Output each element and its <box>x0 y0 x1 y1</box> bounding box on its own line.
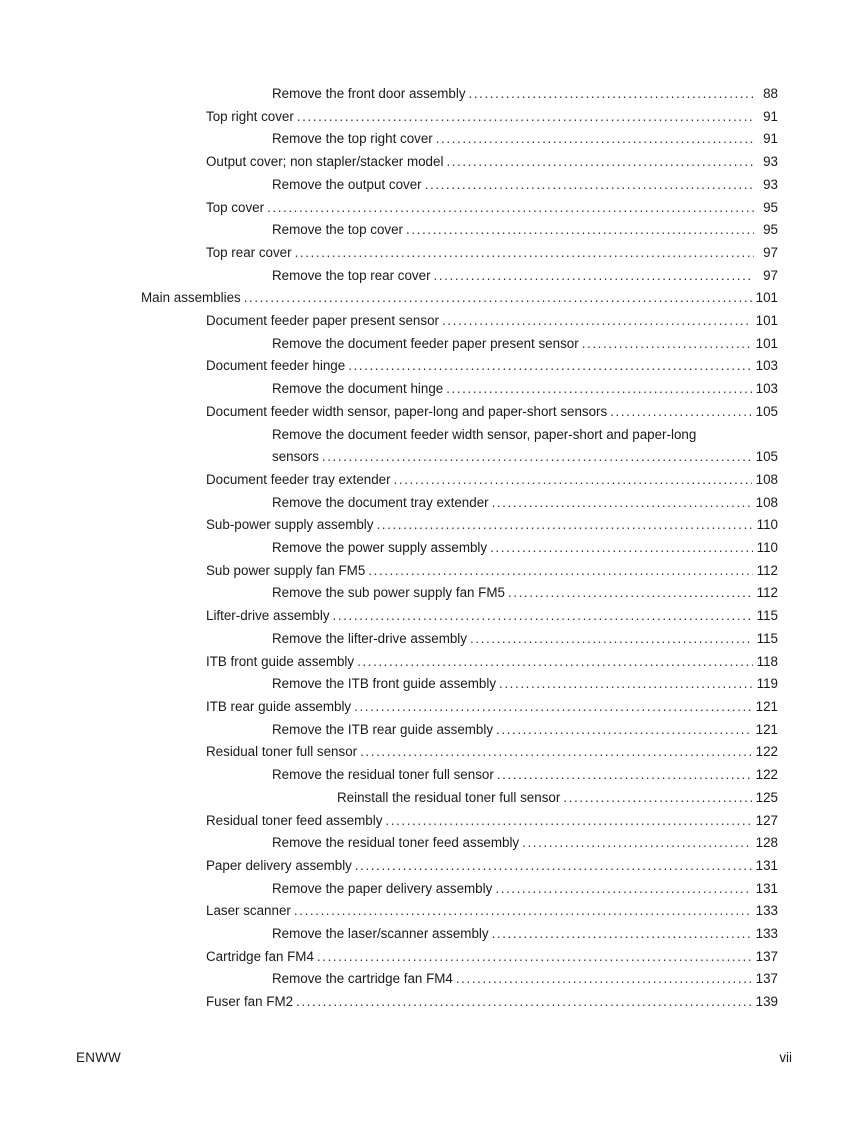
toc-page-number: 88 <box>763 86 778 101</box>
toc-entry[interactable] <box>206 560 778 583</box>
dot-leader <box>354 696 752 719</box>
dot-leader <box>425 174 754 197</box>
toc-page-number: 101 <box>755 313 778 329</box>
toc-page-number: 91 <box>763 108 778 124</box>
toc-entry-title: Remove the top cover <box>272 222 403 238</box>
dot-leader <box>582 333 752 356</box>
toc-entry-title: Document feeder hinge <box>206 358 346 374</box>
toc-entry-title: Remove the top right cover <box>272 131 433 147</box>
toc-entry-title: ITB front guide assembly <box>206 653 355 669</box>
toc-entry-title: Reinstall the residual toner full sensor <box>337 789 561 805</box>
toc-page-number: 97 <box>763 244 778 260</box>
toc-entry-title: Sub-power supply assembly <box>206 517 374 533</box>
dot-leader <box>522 832 752 855</box>
toc-entry-title: Sub power supply fan FM5 <box>206 562 366 578</box>
toc-entry[interactable] <box>272 424 778 469</box>
footer-doc-code: ENWW <box>76 1050 122 1065</box>
toc-page-number: 125 <box>755 789 778 805</box>
toc-entry[interactable] <box>272 265 778 288</box>
toc-page-number: 137 <box>755 971 778 987</box>
toc-entry[interactable] <box>206 605 778 628</box>
toc-entry[interactable] <box>206 900 778 923</box>
toc-entry-title: Remove the document hinge <box>272 381 444 397</box>
toc-entry[interactable] <box>272 174 778 197</box>
toc-entry-title: Remove the ITB rear guide assembly <box>272 721 494 737</box>
dot-leader <box>376 514 752 537</box>
toc-entry-title: Top rear cover <box>206 244 292 260</box>
toc-entry-title: Remove the document tray extender <box>272 494 489 510</box>
toc-page-number: 105 <box>755 403 778 419</box>
toc-entry[interactable] <box>272 128 778 151</box>
dot-leader <box>442 310 752 333</box>
toc-page-number: 131 <box>755 880 778 896</box>
toc-entry-title: Remove the top rear cover <box>272 267 431 283</box>
dot-leader <box>490 537 753 560</box>
dot-leader <box>297 106 754 129</box>
toc-page-number: 103 <box>755 358 778 374</box>
toc-entry[interactable] <box>206 651 778 674</box>
toc-entry[interactable] <box>272 537 778 560</box>
toc-entry-title: Residual toner feed assembly <box>206 812 383 828</box>
dot-leader <box>296 991 752 1014</box>
toc-entry-title: Remove the lifter-drive assembly <box>272 630 467 646</box>
toc-entry-title: Remove the cartridge fan FM4 <box>272 971 453 987</box>
toc-entry[interactable] <box>272 673 778 696</box>
toc-entry-title: Remove the residual toner feed assembly <box>272 835 520 851</box>
dot-leader <box>394 469 752 492</box>
toc-entry-title: Document feeder paper present sensor <box>206 313 439 329</box>
dot-leader <box>495 878 751 901</box>
dot-leader <box>355 855 752 878</box>
toc-page-number: 108 <box>755 494 778 510</box>
toc-page-number: 118 <box>756 653 778 669</box>
dot-leader <box>368 560 752 583</box>
toc-page-number: 133 <box>755 903 778 919</box>
toc-entry-title: Document feeder tray extender <box>206 471 391 487</box>
toc-page-number: 122 <box>755 744 778 760</box>
dot-leader <box>436 128 754 151</box>
dot-leader <box>360 741 752 764</box>
toc-entry-title: Remove the front door assembly <box>272 86 466 101</box>
toc-entry[interactable] <box>206 469 778 492</box>
toc-entry-title: Output cover; non stapler/stacker model <box>206 154 444 170</box>
toc-page-number: 110 <box>756 540 778 556</box>
toc-page-number: 115 <box>756 630 778 646</box>
dot-leader <box>244 287 752 310</box>
toc-page-number: 110 <box>756 517 778 533</box>
toc-page-number: 127 <box>755 812 778 828</box>
toc-page-number: 112 <box>756 562 778 578</box>
toc-entry[interactable] <box>206 946 778 969</box>
toc-entry[interactable] <box>206 401 778 424</box>
toc-entry[interactable] <box>272 333 778 356</box>
toc-entry[interactable] <box>272 492 778 515</box>
toc-entry-title: Remove the document feeder paper present sensor <box>272 335 579 351</box>
toc-entry-title: Remove the paper delivery assembly <box>272 880 493 896</box>
toc-entry[interactable] <box>206 991 778 1014</box>
toc-entry-title-line1: Remove the document feeder width sensor, paper-short and paper-long <box>272 426 697 442</box>
toc-page-number: 115 <box>756 608 778 624</box>
toc-entry-title: ITB rear guide assembly <box>206 698 352 714</box>
toc-entry-title: Document feeder width sensor, paper-long and paper-short sensors <box>206 403 608 419</box>
dot-leader <box>497 764 752 787</box>
toc-page-number: 121 <box>755 721 778 737</box>
toc-page-number: 105 <box>755 449 778 465</box>
toc-entry-title: Residual toner full sensor <box>206 744 358 760</box>
toc-entry-title: Remove the power supply assembly <box>272 540 488 556</box>
toc-page-number: 108 <box>755 471 778 487</box>
toc-page-number: 101 <box>755 290 778 306</box>
toc-entry-title: Fuser fan FM2 <box>206 994 294 1010</box>
toc-entry[interactable] <box>206 810 778 833</box>
table-of-contents <box>0 83 843 1014</box>
dot-leader <box>446 378 751 401</box>
toc-entry-title: Remove the laser/scanner assembly <box>272 926 489 942</box>
toc-entry[interactable] <box>272 378 778 401</box>
toc-entry[interactable] <box>206 696 778 719</box>
toc-page-number: 122 <box>755 767 778 783</box>
dot-leader <box>322 446 752 469</box>
dot-leader <box>456 968 752 991</box>
dot-leader <box>406 219 754 242</box>
toc-page-number: 137 <box>755 948 778 964</box>
toc-entry[interactable] <box>206 355 778 378</box>
toc-entry[interactable] <box>206 514 778 537</box>
toc-entry-title: Remove the output cover <box>272 176 422 192</box>
toc-page-number: 133 <box>755 926 778 942</box>
toc-page-number: 121 <box>755 698 778 714</box>
toc-entry-title: Paper delivery assembly <box>206 857 352 873</box>
toc-page-number: 131 <box>755 857 778 873</box>
toc-page-number: 97 <box>763 267 778 283</box>
toc-entry[interactable] <box>272 628 778 651</box>
toc-page-number: 93 <box>763 154 778 170</box>
toc-entry-title-line2: sensors <box>272 449 319 465</box>
toc-entry-title: Top right cover <box>206 108 294 124</box>
dot-leader <box>496 719 752 742</box>
toc-entry[interactable] <box>272 764 778 787</box>
toc-entry-title: Remove the ITB front guide assembly <box>272 676 497 692</box>
dot-leader <box>333 605 753 628</box>
dot-leader <box>492 923 752 946</box>
toc-entry-title: Lifter-drive assembly <box>206 608 330 624</box>
footer-page-number: vii <box>779 1050 792 1065</box>
dot-leader <box>469 83 754 106</box>
toc-entry-title: Laser scanner <box>206 903 291 919</box>
toc-page-number: 95 <box>763 199 778 215</box>
dot-leader <box>563 787 751 810</box>
dot-leader <box>294 900 752 923</box>
toc-entry-second-line <box>272 446 778 469</box>
dot-leader <box>348 355 751 378</box>
dot-leader <box>267 197 754 220</box>
toc-page-number: 119 <box>756 676 778 692</box>
toc-entry[interactable] <box>206 106 778 129</box>
dot-leader <box>499 673 753 696</box>
toc-page-number: 95 <box>763 222 778 238</box>
toc-entry[interactable] <box>272 582 778 605</box>
dot-leader <box>317 946 752 969</box>
toc-page-number: 101 <box>755 335 778 351</box>
toc-entry[interactable] <box>272 878 778 901</box>
toc-entry[interactable] <box>206 310 778 333</box>
toc-page-number: 128 <box>755 835 778 851</box>
toc-page-number: 139 <box>755 994 778 1010</box>
toc-entry[interactable] <box>141 287 778 310</box>
toc-entry-title: Remove the sub power supply fan FM5 <box>272 585 505 601</box>
toc-entry[interactable] <box>206 855 778 878</box>
toc-entry[interactable] <box>206 242 778 265</box>
toc-entry[interactable] <box>206 197 778 220</box>
dot-leader <box>357 651 753 674</box>
toc-page-number: 91 <box>763 131 778 147</box>
toc-entry[interactable] <box>206 741 778 764</box>
toc-entry-title: Cartridge fan FM4 <box>206 948 314 964</box>
toc-entry-title: Main assemblies <box>141 290 241 306</box>
dot-leader <box>446 151 754 174</box>
dot-leader <box>492 492 752 515</box>
toc-entry[interactable] <box>272 832 778 855</box>
toc-entry[interactable] <box>272 219 778 242</box>
toc-page-number: 112 <box>756 585 778 601</box>
dot-leader <box>610 401 751 424</box>
toc-entry[interactable] <box>272 968 778 991</box>
toc-page-number: 93 <box>763 176 778 192</box>
toc-page-number: 103 <box>755 381 778 397</box>
dot-leader <box>470 628 753 651</box>
dot-leader <box>508 582 753 605</box>
toc-entry[interactable] <box>206 151 778 174</box>
dot-leader <box>434 265 754 288</box>
toc-entry[interactable] <box>272 719 778 742</box>
toc-entry-title: Top cover <box>206 199 265 215</box>
toc-entry[interactable] <box>337 787 778 810</box>
toc-entry[interactable] <box>272 83 778 106</box>
toc-entry[interactable] <box>272 923 778 946</box>
dot-leader <box>385 810 751 833</box>
dot-leader <box>295 242 754 265</box>
toc-entry-title: Remove the residual toner full sensor <box>272 767 494 783</box>
